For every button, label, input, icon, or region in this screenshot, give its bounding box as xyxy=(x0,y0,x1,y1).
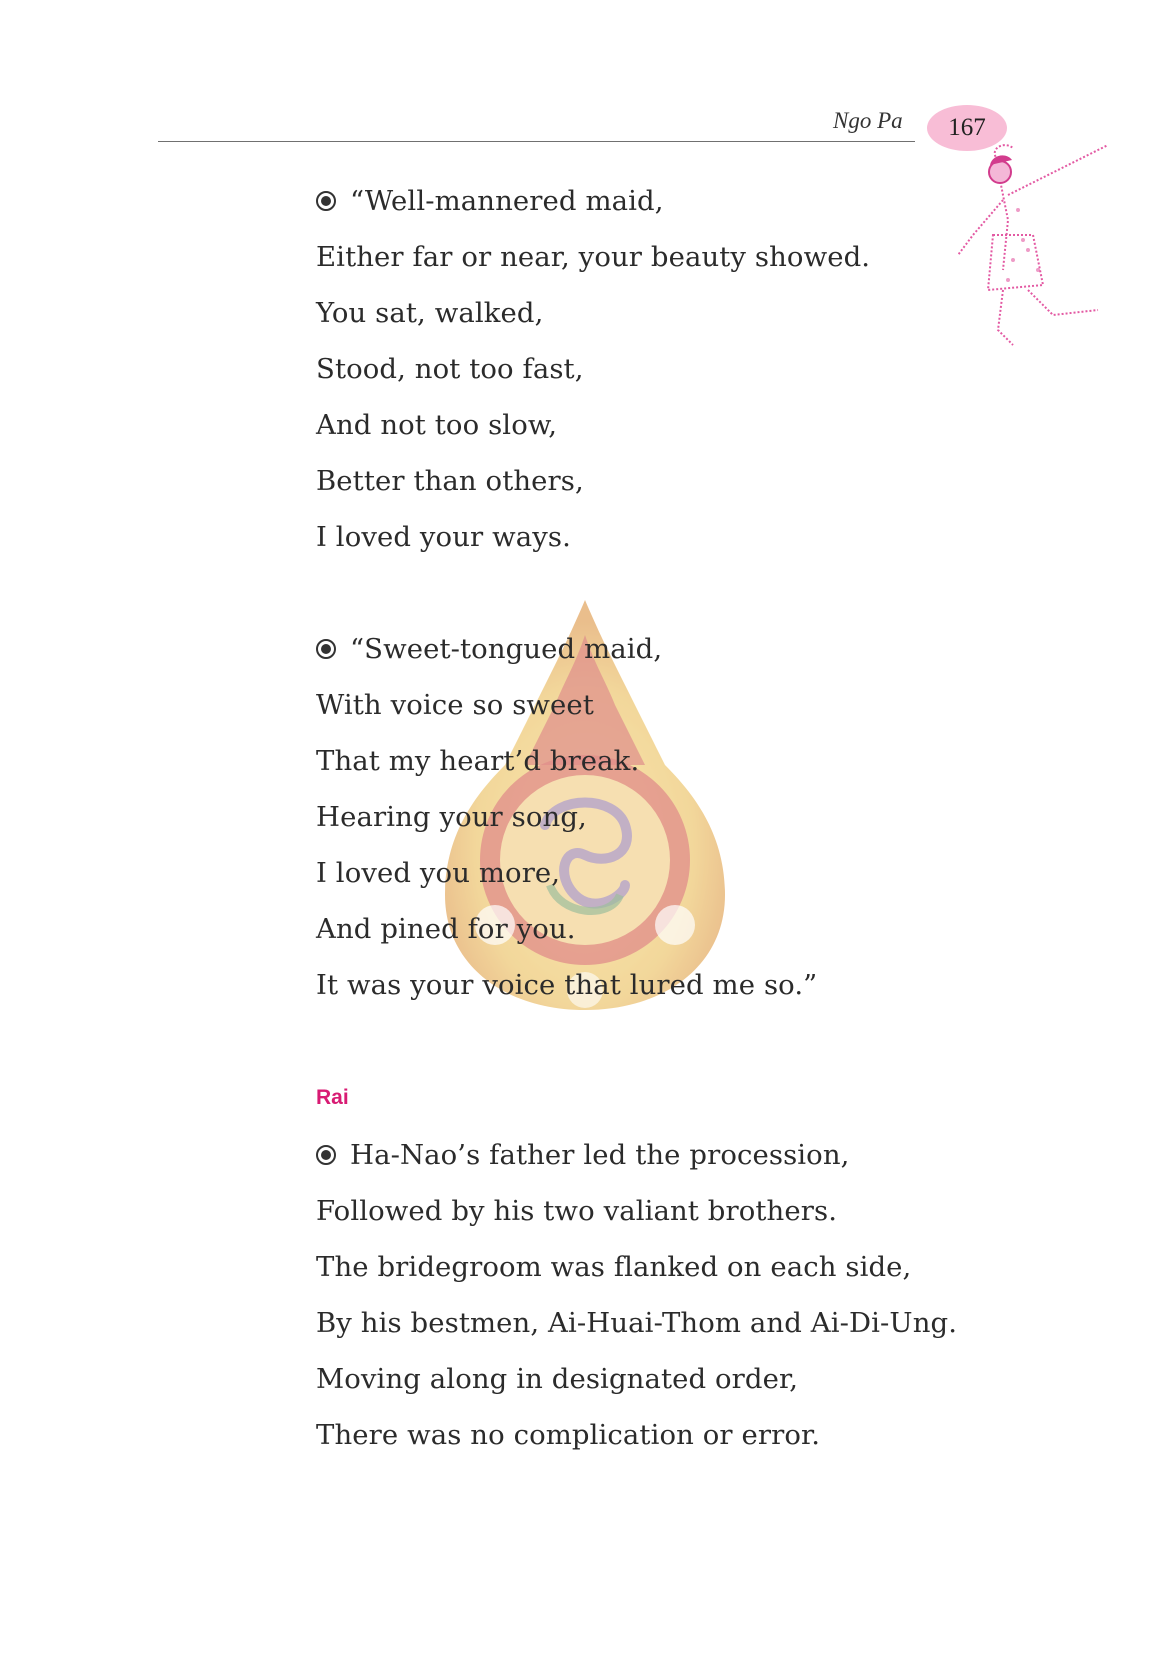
poem-line: It was your voice that lured me so.” xyxy=(316,969,818,1001)
header-rule xyxy=(158,141,915,142)
poem-line: I loved your ways. xyxy=(316,521,571,553)
poem-line xyxy=(316,173,870,229)
poem-line: You sat, walked, xyxy=(316,297,544,329)
poem-line: And pined for you. xyxy=(316,913,576,945)
stanza-2 xyxy=(316,621,817,1013)
poem-line: There was no complication or error. xyxy=(316,1419,821,1451)
poem-line xyxy=(316,621,817,677)
poem-line: With voice so sweet xyxy=(316,689,594,721)
poem-line: And not too slow, xyxy=(316,409,558,441)
bullet-icon xyxy=(316,1145,336,1165)
poem-line xyxy=(316,1127,957,1183)
line-text: Ha-Nao’s father led the procession, xyxy=(350,1139,850,1171)
poem-line: Either far or near, your beauty showed. xyxy=(316,241,871,273)
bullet-icon xyxy=(316,639,336,659)
stanza-1 xyxy=(316,173,870,565)
poem-line: Moving along in designated order, xyxy=(316,1363,799,1395)
line-text: “Sweet-tongued maid, xyxy=(350,633,663,665)
poem-line: Hearing your song, xyxy=(316,801,587,833)
dancer-illustration xyxy=(958,140,1118,350)
page-number: 167 xyxy=(948,114,986,141)
line-text: “Well-mannered maid, xyxy=(350,185,664,217)
bullet-icon xyxy=(316,191,336,211)
poem-line: The bridegroom was flanked on each side, xyxy=(316,1251,912,1283)
poem-line: I loved you more, xyxy=(316,857,561,889)
running-head: Ngo Pa xyxy=(833,108,903,133)
poem-line: Better than others, xyxy=(316,465,584,497)
poem-line: That my heart’d break. xyxy=(316,745,640,777)
poem-line: Stood, not too fast, xyxy=(316,353,584,385)
poem-line: Followed by his two valiant brothers. xyxy=(316,1195,838,1227)
stanza-3 xyxy=(316,1127,957,1463)
poem-line: By his bestmen, Ai-Huai-Thom and Ai-Di-Ung. xyxy=(316,1307,958,1339)
section-label-rai: Rai xyxy=(316,1086,349,1109)
